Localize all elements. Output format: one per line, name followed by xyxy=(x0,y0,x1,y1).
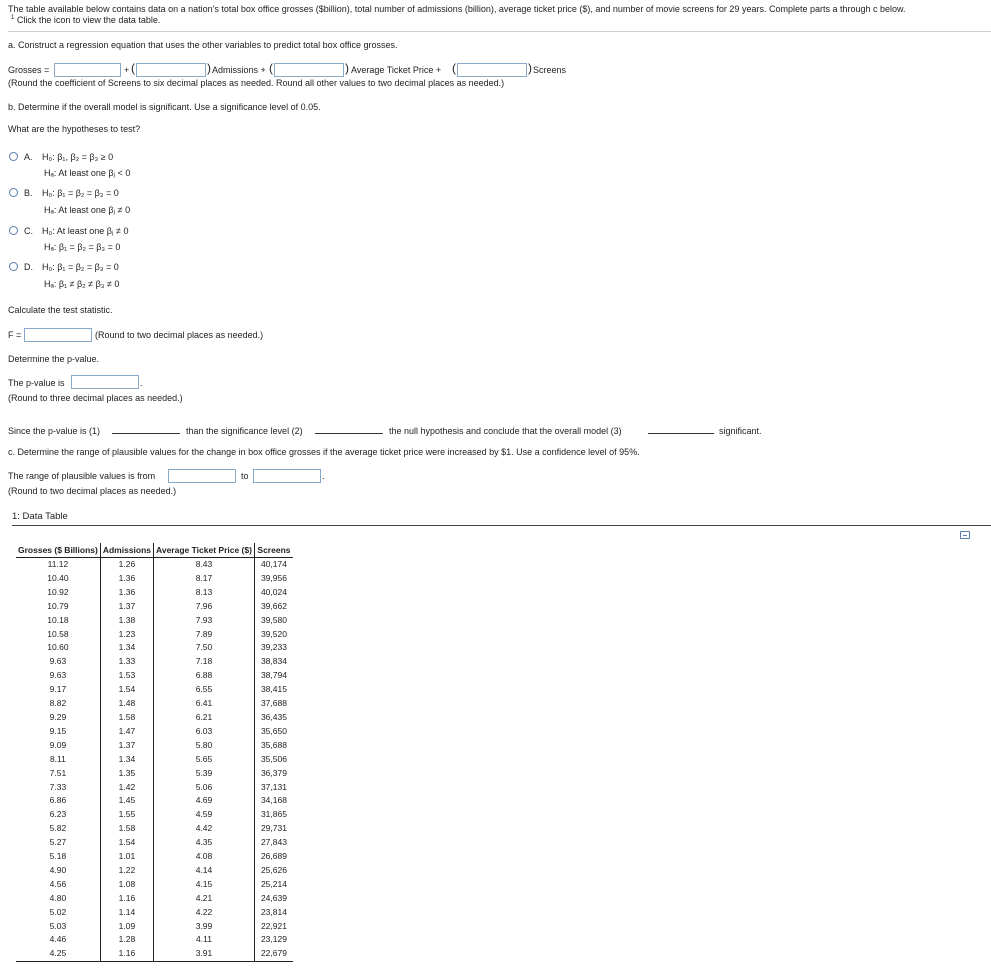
col-header-screens: Screens xyxy=(254,543,293,558)
option-h0: H₀: β₁ = β₂ = β₃ = 0 xyxy=(42,262,119,272)
option-c-radio[interactable] xyxy=(9,226,18,235)
f-label: F = xyxy=(8,330,22,340)
table-cell: 4.35 xyxy=(154,836,255,850)
table-cell: 9.09 xyxy=(49,739,67,750)
data-table-body xyxy=(16,558,293,962)
table-cell: 10.40 xyxy=(47,572,69,583)
table-cell: 1.34 xyxy=(100,641,153,655)
since-text-2: than the significance level (2) xyxy=(186,426,303,436)
table-cell: 10.79 xyxy=(47,600,69,611)
table-cell: 1.34 xyxy=(100,753,153,767)
table-cell: 39,956 xyxy=(260,572,287,583)
table-cell: 6.55 xyxy=(154,683,255,697)
table-cell: 1.45 xyxy=(100,794,153,808)
option-a-radio[interactable] xyxy=(9,152,18,161)
table-cell: 7.18 xyxy=(154,655,255,669)
intercept-input[interactable] xyxy=(54,63,121,77)
table-cell: 1.54 xyxy=(100,836,153,850)
pval-label: The p-value is xyxy=(8,378,65,388)
table-row xyxy=(16,697,293,711)
table-cell: 7.33 xyxy=(49,781,67,792)
table-cell: 1.55 xyxy=(100,808,153,822)
period: . xyxy=(140,378,143,388)
table-cell: 5.18 xyxy=(49,851,67,862)
table-row xyxy=(16,558,293,572)
table-cell: 1.53 xyxy=(100,669,153,683)
table-cell: 38,415 xyxy=(260,684,287,695)
table-row xyxy=(16,892,293,906)
intro-text: The table available below contains data on a nation's total box office grosses ($billion), total number of admissions (billion), average ticket price ($), and number of movie screens for 29 years. Complete parts a through c below. xyxy=(8,4,906,14)
hypotheses-question: What are the hypotheses to test? xyxy=(8,124,141,134)
table-cell: 1.01 xyxy=(100,850,153,864)
table-cell: 35,506 xyxy=(260,753,287,764)
table-cell: 25,626 xyxy=(260,864,287,875)
col-header-admissions: Admissions xyxy=(100,543,153,558)
table-cell: 26,689 xyxy=(260,851,287,862)
table-cell: 4.15 xyxy=(154,878,255,892)
table-cell: 1.22 xyxy=(100,864,153,878)
table-cell: 1.08 xyxy=(100,878,153,892)
table-row xyxy=(16,822,293,836)
table-cell: 6.88 xyxy=(154,669,255,683)
table-cell: 29,731 xyxy=(260,823,287,834)
footnote xyxy=(11,15,160,25)
table-cell: 36,435 xyxy=(260,711,287,722)
data-table xyxy=(16,543,293,962)
table-row xyxy=(16,711,293,725)
table-cell: 10.58 xyxy=(47,628,69,639)
table-cell: 8.17 xyxy=(154,572,255,586)
option-ha: Hₐ: β₁ = β₂ = β₃ = 0 xyxy=(44,242,121,252)
table-cell: 1.54 xyxy=(100,683,153,697)
table-row xyxy=(16,753,293,767)
table-cell: 6.86 xyxy=(49,795,67,806)
copy-icon[interactable] xyxy=(960,531,970,539)
grosses-label: Grosses = xyxy=(8,65,50,75)
f-stat-input[interactable] xyxy=(24,328,92,342)
data-table-link[interactable]: Click the icon to view the data table. xyxy=(16,15,161,25)
table-row xyxy=(16,683,293,697)
footnote-mark: 1 xyxy=(11,15,15,21)
table-cell: 4.22 xyxy=(154,906,255,920)
table-cell: 39,520 xyxy=(260,628,287,639)
table-cell: 7.51 xyxy=(49,767,67,778)
table-cell: 1.42 xyxy=(100,781,153,795)
table-cell: 23,129 xyxy=(260,934,287,945)
table-cell: 1.38 xyxy=(100,614,153,628)
table-row xyxy=(16,864,293,878)
table-cell: 9.15 xyxy=(49,725,67,736)
table-cell: 35,688 xyxy=(260,739,287,750)
table-row xyxy=(16,947,293,961)
table-row xyxy=(16,641,293,655)
table-cell: 7.96 xyxy=(154,600,255,614)
table-cell: 11.12 xyxy=(47,559,69,569)
table-cell: 4.90 xyxy=(49,864,67,875)
option-ha: Hₐ: At least one βⱼ ≠ 0 xyxy=(44,205,131,215)
table-row xyxy=(16,669,293,683)
table-cell: 9.29 xyxy=(49,711,67,722)
table-cell: 5.03 xyxy=(49,920,67,931)
since-text-4: significant. xyxy=(719,426,762,436)
table-cell: 23,814 xyxy=(260,906,287,917)
table-cell: 22,921 xyxy=(260,920,287,931)
table-row xyxy=(16,614,293,628)
table-cell: 1.35 xyxy=(100,767,153,781)
table-cell: 10.92 xyxy=(47,586,69,597)
table-cell: 38,794 xyxy=(260,670,287,681)
open-paren: ( xyxy=(269,61,273,75)
screens-label: Screens xyxy=(533,65,567,75)
table-cell: 4.25 xyxy=(16,947,100,961)
table-cell: 1.33 xyxy=(100,655,153,669)
table-cell: 1.47 xyxy=(100,725,153,739)
table-cell: 1.37 xyxy=(100,739,153,753)
table-cell: 5.82 xyxy=(49,823,67,834)
table-cell: 4.46 xyxy=(49,934,67,945)
table-cell: 4.21 xyxy=(154,892,255,906)
table-cell: 4.59 xyxy=(154,808,255,822)
blank-1-dropdown[interactable] xyxy=(112,433,180,434)
option-d-radio[interactable] xyxy=(9,262,18,271)
period: . xyxy=(322,471,325,481)
range-lower-input[interactable] xyxy=(168,469,236,483)
table-row xyxy=(16,586,293,600)
option-b-radio[interactable] xyxy=(9,188,18,197)
table-row xyxy=(16,906,293,920)
table-row xyxy=(16,794,293,808)
table-cell: 39,580 xyxy=(260,614,287,625)
close-paren: ) xyxy=(345,61,349,75)
table-cell: 40,024 xyxy=(260,586,287,597)
table-row xyxy=(16,878,293,892)
table-cell: 1.58 xyxy=(100,711,153,725)
table-cell: 27,843 xyxy=(260,837,287,848)
table-cell: 6.03 xyxy=(154,725,255,739)
admissions-coef-input[interactable] xyxy=(136,63,206,77)
table-cell: 4.80 xyxy=(49,892,67,903)
table-cell: 1.28 xyxy=(100,933,153,947)
table-cell: 1.36 xyxy=(100,572,153,586)
table-row xyxy=(16,739,293,753)
table-cell: 1.48 xyxy=(100,697,153,711)
table-cell: 7.50 xyxy=(154,641,255,655)
calc-stat-prompt: Calculate the test statistic. xyxy=(8,305,113,315)
table-cell: 35,650 xyxy=(260,725,287,736)
table-row xyxy=(16,920,293,934)
table-cell: 10.60 xyxy=(47,642,69,653)
table-row xyxy=(16,600,293,614)
plus-sign: + xyxy=(124,65,130,75)
table-row xyxy=(16,572,293,586)
part-a-prompt: a. Construct a regression equation that uses the other variables to predict total box office grosses. xyxy=(8,40,398,50)
table-cell: 34,168 xyxy=(260,795,287,806)
table-row xyxy=(16,767,293,781)
divider xyxy=(8,31,991,32)
range-upper-input[interactable] xyxy=(253,469,321,483)
option-ha: Hₐ: At least one βⱼ < 0 xyxy=(44,168,131,178)
table-cell: 39,662 xyxy=(260,600,287,611)
table-cell: 37,688 xyxy=(260,698,287,709)
table-cell: 3.91 xyxy=(154,947,255,961)
close-paren: ) xyxy=(528,61,532,75)
table-cell: 9.17 xyxy=(49,684,67,695)
table-cell: 1.23 xyxy=(100,628,153,642)
table-cell: 7.93 xyxy=(154,614,255,628)
table-row xyxy=(16,781,293,795)
ticket-price-coef-input[interactable] xyxy=(274,63,344,77)
table-row xyxy=(16,655,293,669)
table-cell: 31,865 xyxy=(260,809,287,820)
table-cell: 38,834 xyxy=(260,656,287,667)
table-row xyxy=(16,808,293,822)
part-c-prompt: c. Determine the range of plausible values for the change in box office grosses if the average ticket price were increased by $1. Use a confidence level of 95%. xyxy=(8,447,640,457)
table-row xyxy=(16,850,293,864)
pval-prompt: Determine the p-value. xyxy=(8,354,100,364)
table-cell: 8.13 xyxy=(154,586,255,600)
blank-2-dropdown[interactable] xyxy=(315,433,383,434)
part-a-note: (Round the coefficient of Screens to six decimal places as needed. Round all other values to two decimal places as needed.) xyxy=(8,78,505,88)
table-cell: 4.42 xyxy=(154,822,255,836)
table-cell: 1.09 xyxy=(100,920,153,934)
option-h0: H₀: β₁, β₂ = β₃ ≥ 0 xyxy=(42,152,114,162)
option-ha: Hₐ: β₁ ≠ β₂ ≠ β₃ ≠ 0 xyxy=(44,279,120,289)
table-cell: 1.16 xyxy=(100,892,153,906)
table-cell: 4.08 xyxy=(154,850,255,864)
open-paren: ( xyxy=(452,61,456,75)
avg-ticket-label: Average Ticket Price + xyxy=(351,65,442,75)
table-cell: 5.39 xyxy=(154,767,255,781)
table-cell: 9.63 xyxy=(49,670,67,681)
table-cell: 4.69 xyxy=(154,794,255,808)
table-cell: 3.99 xyxy=(154,920,255,934)
screens-coef-input[interactable] xyxy=(457,63,527,77)
option-letter: B. xyxy=(24,188,33,198)
table-cell: 5.06 xyxy=(154,781,255,795)
table-cell: 6.21 xyxy=(154,711,255,725)
table-cell: 1.37 xyxy=(100,600,153,614)
data-table-title: 1: Data Table xyxy=(12,511,68,522)
table-cell: 4.56 xyxy=(49,878,67,889)
table-cell: 4.11 xyxy=(154,933,255,947)
table-cell: 5.02 xyxy=(49,906,67,917)
table-cell: 24,639 xyxy=(260,892,287,903)
data-table-divider xyxy=(12,525,991,526)
table-row xyxy=(16,836,293,850)
table-cell: 1.58 xyxy=(100,822,153,836)
table-cell: 5.80 xyxy=(154,739,255,753)
table-cell: 5.65 xyxy=(154,753,255,767)
pval-note: (Round to three decimal places as needed.) xyxy=(8,393,183,403)
option-letter: C. xyxy=(24,226,33,236)
table-cell: 8.11 xyxy=(49,753,66,764)
blank-3-dropdown[interactable] xyxy=(648,433,714,434)
table-cell: 6.23 xyxy=(49,809,67,820)
table-cell: 8.82 xyxy=(49,698,67,709)
table-row xyxy=(16,725,293,739)
to-label: to xyxy=(241,471,249,481)
table-cell: 10.18 xyxy=(47,614,69,625)
option-letter: D. xyxy=(24,262,33,272)
col-header-ticket-price: Average Ticket Price ($) xyxy=(154,543,255,558)
table-cell: 4.14 xyxy=(154,864,255,878)
table-cell: 22,679 xyxy=(254,947,293,961)
table-cell: 25,214 xyxy=(260,878,287,889)
part-c-note: (Round to two decimal places as needed.) xyxy=(8,486,177,496)
table-cell: 9.63 xyxy=(49,656,67,667)
option-h0: H₀: β₁ = β₂ = β₃ = 0 xyxy=(42,188,119,198)
table-cell: 8.43 xyxy=(154,558,255,572)
table-cell: 36,379 xyxy=(260,767,287,778)
close-paren: ) xyxy=(207,61,211,75)
table-cell: 1.36 xyxy=(100,586,153,600)
table-cell: 39,233 xyxy=(260,642,287,653)
table-cell: 1.26 xyxy=(100,558,153,572)
table-cell: 40,174 xyxy=(260,559,287,569)
admissions-label: Admissions + xyxy=(212,65,266,75)
pval-input[interactable] xyxy=(71,375,139,389)
table-cell: 5.27 xyxy=(49,837,67,848)
table-row xyxy=(16,933,293,947)
part-b-prompt: b. Determine if the overall model is significant. Use a significance level of 0.05. xyxy=(8,102,321,112)
f-note: (Round to two decimal places as needed.) xyxy=(95,330,264,340)
option-letter: A. xyxy=(24,152,33,162)
range-label: The range of plausible values is from xyxy=(8,471,156,481)
table-row xyxy=(16,628,293,642)
since-text-1: Since the p-value is (1) xyxy=(8,426,101,436)
since-text-3: the null hypothesis and conclude that the overall model (3) xyxy=(389,426,622,436)
col-header-grosses: Grosses ($ Billions) xyxy=(16,543,100,558)
table-cell: 6.41 xyxy=(154,697,255,711)
table-cell: 1.16 xyxy=(100,947,153,961)
table-cell: 7.89 xyxy=(154,628,255,642)
table-cell: 1.14 xyxy=(100,906,153,920)
table-cell: 37,131 xyxy=(260,781,287,792)
open-paren: ( xyxy=(131,61,135,75)
option-h0: H₀: At least one βⱼ ≠ 0 xyxy=(42,226,129,236)
